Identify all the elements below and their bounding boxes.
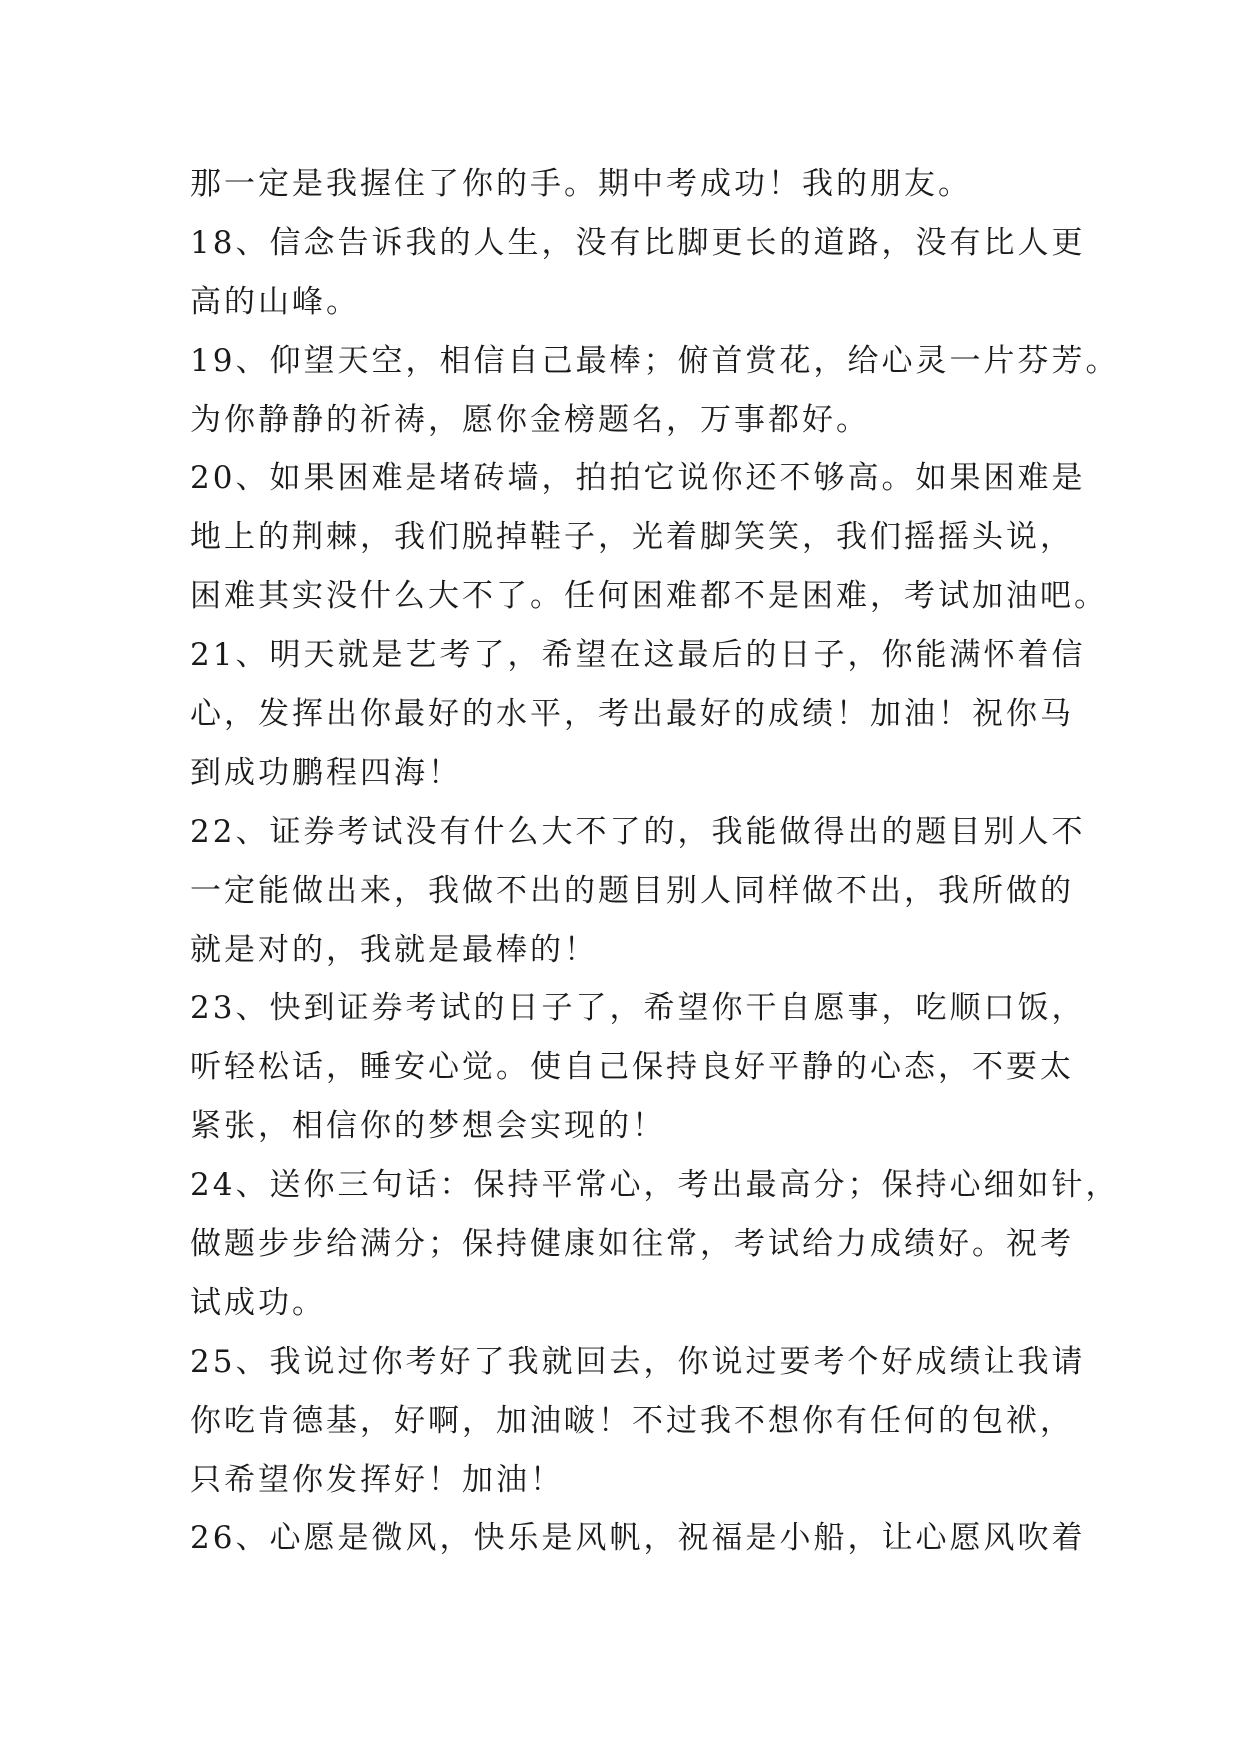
- text-line: 21、明天就是艺考了，希望在这最后的日子，你能满怀着信: [190, 637, 1086, 674]
- text-line: 听轻松话，睡安心觉。使自己保持良好平静的心态，不要太: [190, 1049, 1074, 1086]
- text-line: 24、送你三句话：保持平常心，考出最高分；保持心细如针，: [190, 1167, 1120, 1204]
- text-line: 到成功鹏程四海！: [190, 754, 462, 791]
- text-line: 18、信念告诉我的人生，没有比脚更长的道路，没有比人更: [190, 224, 1086, 261]
- text-line: 你吃肯德基，好啊，加油啵！不过我不想你有任何的包袱，: [190, 1402, 1074, 1439]
- text-line: 23、快到证券考试的日子了，希望你干自愿事，吃顺口饭，: [190, 990, 1086, 1027]
- text-line: 19、仰望天空，相信自己最棒；俯首赏花，给心灵一片芬芳。: [190, 342, 1120, 379]
- text-line: 为你静静的祈祷，愿你金榜题名，万事都好。: [190, 401, 870, 438]
- text-line: 20、如果困难是堵砖墙，拍拍它说你还不够高。如果困难是: [190, 460, 1086, 497]
- text-line: 一定能做出来，我做不出的题目别人同样做不出，我所做的: [190, 872, 1074, 909]
- text-line: 只希望你发挥好！加油！: [190, 1461, 564, 1498]
- text-line: 紧张，相信你的梦想会实现的！: [190, 1108, 666, 1145]
- text-line: 地上的荆棘，我们脱掉鞋子，光着脚笑笑，我们摇摇头说，: [190, 519, 1074, 556]
- text-line: 那一定是我握住了你的手。期中考成功！我的朋友。: [190, 166, 972, 202]
- text-line: 22、证券考试没有什么大不了的，我能做得出的题目别人不: [190, 813, 1086, 850]
- text-line: 就是对的，我就是最棒的！: [190, 931, 598, 968]
- text-line: 25、我说过你考好了我就回去，你说过要考个好成绩让我请: [190, 1343, 1086, 1380]
- text-line: 高的山峰。: [190, 283, 360, 320]
- document-body: [190, 155, 1120, 1568]
- text-line: 26、心愿是微风，快乐是风帆，祝福是小船，让心愿风吹着: [190, 1520, 1086, 1557]
- text-line: 做题步步给满分；保持健康如往常，考试给力成绩好。祝考: [190, 1226, 1074, 1263]
- text-line: 心，发挥出你最好的水平，考出最好的成绩！加油！祝你马: [190, 696, 1074, 733]
- text-line: 困难其实没什么大不了。任何困难都不是困难，考试加油吧。: [190, 578, 1108, 615]
- text-line: 试成功。: [190, 1284, 326, 1321]
